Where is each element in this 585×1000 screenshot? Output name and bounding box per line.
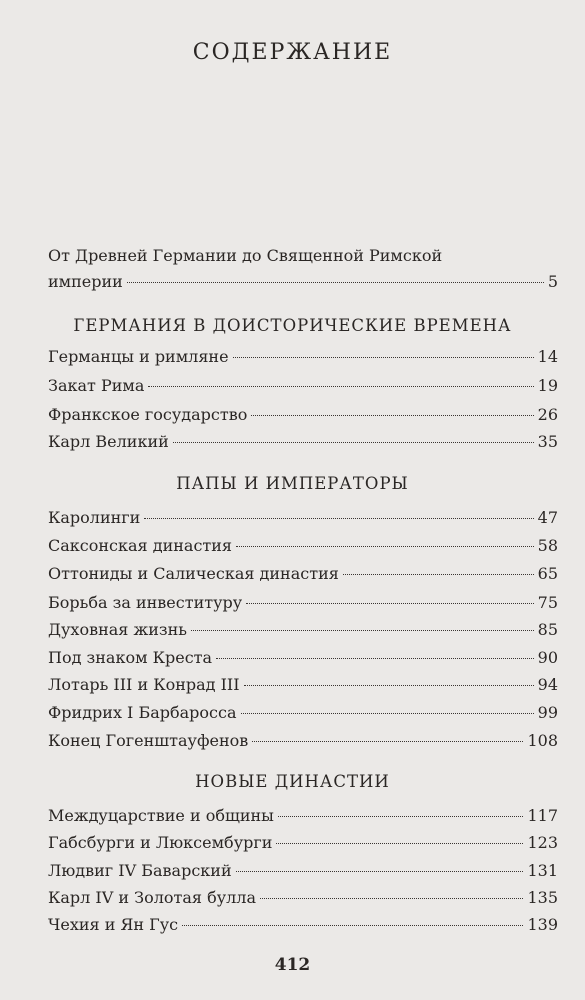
toc-entry-title: Конец Гогенштауфенов bbox=[48, 731, 249, 750]
leader-dots bbox=[278, 816, 524, 817]
toc-entry-title: Франкское государство bbox=[48, 405, 248, 424]
toc-entry[interactable] bbox=[48, 344, 558, 370]
toc-entry-page: 135 bbox=[527, 888, 558, 907]
leader-dots bbox=[252, 741, 523, 742]
toc-entry[interactable] bbox=[48, 700, 558, 726]
leader-dots bbox=[246, 603, 533, 604]
leader-dots bbox=[127, 282, 544, 283]
toc-entry-page: 123 bbox=[527, 833, 558, 852]
toc-entry-title: Междуцарствие и общины bbox=[48, 806, 274, 825]
toc-entry-title: Карл Великий bbox=[48, 432, 169, 451]
toc-entry[interactable] bbox=[48, 402, 558, 428]
leader-dots bbox=[191, 630, 534, 631]
leader-dots bbox=[173, 442, 534, 443]
toc-entry[interactable] bbox=[48, 728, 558, 754]
page-title: СОДЕРЖАНИЕ bbox=[192, 40, 393, 65]
toc-entry-title-line2: империи bbox=[48, 272, 123, 291]
toc-entry-page: 99 bbox=[537, 703, 558, 722]
page-number: 412 bbox=[274, 955, 311, 975]
toc-entry-page: 75 bbox=[537, 593, 558, 612]
toc-entry-page: 131 bbox=[527, 861, 558, 880]
toc-entry-title: Под знаком Креста bbox=[48, 648, 213, 667]
toc-entry[interactable] bbox=[48, 617, 558, 643]
toc-entry[interactable] bbox=[48, 830, 558, 856]
toc-entry-page: 117 bbox=[527, 806, 558, 825]
toc-entry-title-line1: От Древней Германии до Священной Римской bbox=[48, 246, 443, 265]
leader-dots bbox=[244, 685, 534, 686]
toc-entry-page: 14 bbox=[537, 347, 558, 366]
toc-entry-page: 65 bbox=[537, 564, 558, 583]
toc-entry-page: 19 bbox=[537, 376, 558, 395]
toc-entry[interactable] bbox=[48, 429, 558, 455]
leader-dots bbox=[182, 925, 523, 926]
leader-dots bbox=[144, 518, 533, 519]
toc-entry-intro[interactable] bbox=[48, 243, 558, 295]
toc-entry-page: 5 bbox=[547, 272, 558, 291]
toc-entry[interactable] bbox=[48, 561, 558, 587]
leader-dots bbox=[236, 546, 534, 547]
toc-entry-title: Габсбурги и Люксембурги bbox=[48, 833, 273, 852]
toc-entry[interactable] bbox=[48, 803, 558, 829]
toc-entry-title: Фридрих I Барбаросса bbox=[48, 703, 237, 722]
toc-entry[interactable] bbox=[48, 533, 558, 559]
leader-dots bbox=[236, 871, 524, 872]
leader-dots bbox=[260, 898, 523, 899]
toc-entry-page: 47 bbox=[537, 508, 558, 527]
toc-entry-page: 85 bbox=[537, 620, 558, 639]
toc-entry-title: Карл IV и Золотая булла bbox=[48, 888, 257, 907]
toc-entry-title: Духовная жизнь bbox=[48, 620, 187, 639]
leader-dots bbox=[233, 357, 534, 358]
leader-dots bbox=[251, 415, 533, 416]
toc-entry-title: Каролинги bbox=[48, 508, 141, 527]
toc-entry[interactable] bbox=[48, 645, 558, 671]
toc-entry-title: Саксонская династия bbox=[48, 536, 233, 555]
toc-entry-page: 90 bbox=[537, 648, 558, 667]
toc-entry-title: Оттониды и Салическая династия bbox=[48, 564, 339, 583]
toc-entry[interactable] bbox=[48, 885, 558, 911]
toc-entry-title: Чехия и Ян Гус bbox=[48, 915, 179, 934]
section-heading: ГЕРМАНИЯ В ДОИСТОРИЧЕСКИЕ ВРЕМЕНА bbox=[73, 316, 512, 335]
section-heading: НОВЫЕ ДИНАСТИИ bbox=[195, 772, 390, 791]
leader-dots bbox=[276, 843, 523, 844]
leader-dots bbox=[241, 713, 534, 714]
leader-dots bbox=[216, 658, 534, 659]
toc-entry-title: Борьба за инвеституру bbox=[48, 593, 243, 612]
leader-dots bbox=[343, 574, 534, 575]
toc-entry-page: 58 bbox=[537, 536, 558, 555]
toc-entry-title: Людвиг IV Баварский bbox=[48, 861, 232, 880]
toc-entry[interactable] bbox=[48, 373, 558, 399]
toc-entry[interactable] bbox=[48, 858, 558, 884]
toc-entry-title: Германцы и римляне bbox=[48, 347, 229, 366]
toc-entry[interactable] bbox=[48, 590, 558, 616]
toc-entry-page: 26 bbox=[537, 405, 558, 424]
toc-entry-page: 139 bbox=[527, 915, 558, 934]
toc-entry-page: 94 bbox=[537, 675, 558, 694]
leader-dots bbox=[148, 386, 533, 387]
toc-entry[interactable] bbox=[48, 672, 558, 698]
toc-entry-title: Лотарь III и Конрад III bbox=[48, 675, 240, 694]
toc-entry[interactable] bbox=[48, 912, 558, 938]
toc-entry[interactable] bbox=[48, 505, 558, 531]
toc-entry-page: 108 bbox=[527, 731, 558, 750]
section-heading: ПАПЫ И ИМПЕРАТОРЫ bbox=[176, 474, 409, 493]
toc-entry-title: Закат Рима bbox=[48, 376, 145, 395]
toc-entry-page: 35 bbox=[537, 432, 558, 451]
